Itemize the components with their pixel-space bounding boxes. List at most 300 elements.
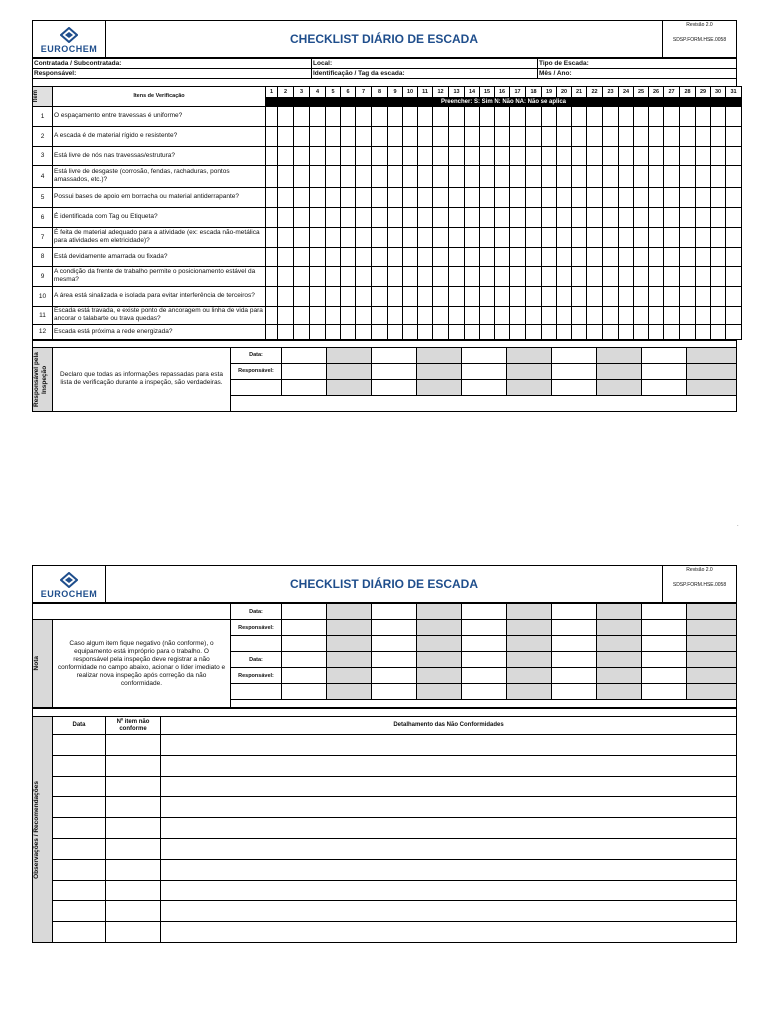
day-check-cell[interactable] bbox=[480, 207, 495, 227]
day-check-cell[interactable] bbox=[403, 286, 418, 306]
signature-cell[interactable] bbox=[507, 379, 552, 395]
day-check-cell[interactable] bbox=[433, 106, 449, 126]
day-check-cell[interactable] bbox=[510, 306, 526, 324]
day-check-cell[interactable] bbox=[403, 247, 418, 266]
signature-cell[interactable] bbox=[687, 604, 737, 620]
day-check-cell[interactable] bbox=[356, 106, 372, 126]
day-check-cell[interactable] bbox=[356, 207, 372, 227]
day-check-cell[interactable] bbox=[278, 126, 294, 146]
signature-cell[interactable] bbox=[327, 363, 372, 379]
day-check-cell[interactable] bbox=[356, 126, 372, 146]
day-check-cell[interactable] bbox=[433, 306, 449, 324]
signature-cell[interactable] bbox=[507, 684, 552, 700]
day-check-cell[interactable] bbox=[572, 207, 587, 227]
day-check-cell[interactable] bbox=[294, 227, 310, 247]
day-check-cell[interactable] bbox=[526, 207, 542, 227]
day-check-cell[interactable] bbox=[388, 126, 403, 146]
day-check-cell[interactable] bbox=[542, 324, 557, 339]
day-check-cell[interactable] bbox=[495, 324, 510, 339]
day-check-cell[interactable] bbox=[294, 187, 310, 207]
day-check-cell[interactable] bbox=[711, 306, 726, 324]
signature-cell[interactable] bbox=[687, 668, 737, 684]
day-check-cell[interactable] bbox=[711, 106, 726, 126]
day-check-cell[interactable] bbox=[388, 227, 403, 247]
signature-cell[interactable] bbox=[642, 347, 687, 363]
day-check-cell[interactable] bbox=[278, 286, 294, 306]
ladder-type-field[interactable]: Tipo de Escada: bbox=[538, 59, 737, 69]
obs-date-cell[interactable] bbox=[53, 797, 106, 818]
day-check-cell[interactable] bbox=[341, 207, 356, 227]
day-check-cell[interactable] bbox=[372, 286, 388, 306]
day-check-cell[interactable] bbox=[680, 266, 696, 286]
day-check-cell[interactable] bbox=[418, 286, 433, 306]
day-check-cell[interactable] bbox=[356, 227, 372, 247]
day-check-cell[interactable] bbox=[726, 306, 742, 324]
day-check-cell[interactable] bbox=[341, 266, 356, 286]
day-check-cell[interactable] bbox=[649, 187, 664, 207]
day-check-cell[interactable] bbox=[403, 146, 418, 165]
day-check-cell[interactable] bbox=[711, 286, 726, 306]
day-check-cell[interactable] bbox=[433, 207, 449, 227]
signature-cell[interactable] bbox=[372, 684, 417, 700]
signature-cell[interactable] bbox=[327, 684, 372, 700]
day-check-cell[interactable] bbox=[603, 266, 619, 286]
day-check-cell[interactable] bbox=[388, 247, 403, 266]
day-check-cell[interactable] bbox=[480, 165, 495, 187]
day-check-cell[interactable] bbox=[480, 146, 495, 165]
day-check-cell[interactable] bbox=[388, 266, 403, 286]
day-check-cell[interactable] bbox=[495, 126, 510, 146]
signature-cell[interactable] bbox=[372, 652, 417, 668]
day-check-cell[interactable] bbox=[418, 207, 433, 227]
day-check-cell[interactable] bbox=[649, 106, 664, 126]
signature-cell[interactable] bbox=[417, 379, 462, 395]
day-check-cell[interactable] bbox=[557, 286, 572, 306]
signature-cell[interactable] bbox=[282, 652, 327, 668]
obs-date-cell[interactable] bbox=[53, 755, 106, 776]
day-check-cell[interactable] bbox=[649, 286, 664, 306]
day-check-cell[interactable] bbox=[711, 187, 726, 207]
day-check-cell[interactable] bbox=[634, 207, 649, 227]
obs-item-cell[interactable] bbox=[106, 818, 161, 839]
obs-detail-cell[interactable] bbox=[161, 838, 737, 859]
day-check-cell[interactable] bbox=[619, 106, 634, 126]
signature-cell[interactable] bbox=[282, 363, 327, 379]
day-check-cell[interactable] bbox=[449, 266, 465, 286]
day-check-cell[interactable] bbox=[326, 207, 341, 227]
day-check-cell[interactable] bbox=[510, 187, 526, 207]
day-check-cell[interactable] bbox=[372, 106, 388, 126]
day-check-cell[interactable] bbox=[326, 324, 341, 339]
day-check-cell[interactable] bbox=[587, 247, 603, 266]
day-check-cell[interactable] bbox=[495, 266, 510, 286]
day-check-cell[interactable] bbox=[619, 126, 634, 146]
responsible-field[interactable]: Responsável: bbox=[33, 69, 312, 79]
contractor-field[interactable]: Contratada / Subcontratada: bbox=[33, 59, 312, 69]
signature-cell[interactable] bbox=[552, 379, 597, 395]
day-check-cell[interactable] bbox=[664, 207, 680, 227]
day-check-cell[interactable] bbox=[449, 207, 465, 227]
day-check-cell[interactable] bbox=[587, 306, 603, 324]
day-check-cell[interactable] bbox=[418, 247, 433, 266]
day-check-cell[interactable] bbox=[372, 187, 388, 207]
day-check-cell[interactable] bbox=[557, 126, 572, 146]
day-check-cell[interactable] bbox=[526, 126, 542, 146]
local-field[interactable]: Local: bbox=[312, 59, 538, 69]
day-check-cell[interactable] bbox=[372, 146, 388, 165]
day-check-cell[interactable] bbox=[696, 286, 711, 306]
signature-cell[interactable] bbox=[552, 620, 597, 636]
signature-cell[interactable] bbox=[282, 668, 327, 684]
day-check-cell[interactable] bbox=[572, 146, 587, 165]
signature-cell[interactable] bbox=[552, 347, 597, 363]
day-check-cell[interactable] bbox=[480, 247, 495, 266]
signature-cell[interactable] bbox=[597, 379, 642, 395]
day-check-cell[interactable] bbox=[542, 306, 557, 324]
day-check-cell[interactable] bbox=[711, 207, 726, 227]
day-check-cell[interactable] bbox=[557, 306, 572, 324]
day-check-cell[interactable] bbox=[680, 324, 696, 339]
obs-detail-cell[interactable] bbox=[161, 922, 737, 943]
day-check-cell[interactable] bbox=[572, 247, 587, 266]
day-check-cell[interactable] bbox=[465, 247, 480, 266]
day-check-cell[interactable] bbox=[587, 286, 603, 306]
day-check-cell[interactable] bbox=[449, 165, 465, 187]
day-check-cell[interactable] bbox=[266, 286, 278, 306]
day-check-cell[interactable] bbox=[294, 324, 310, 339]
day-check-cell[interactable] bbox=[510, 286, 526, 306]
signature-cell[interactable] bbox=[597, 347, 642, 363]
day-check-cell[interactable] bbox=[696, 247, 711, 266]
day-check-cell[interactable] bbox=[587, 146, 603, 165]
day-check-cell[interactable] bbox=[310, 106, 326, 126]
day-check-cell[interactable] bbox=[649, 126, 664, 146]
day-check-cell[interactable] bbox=[310, 324, 326, 339]
day-check-cell[interactable] bbox=[326, 227, 341, 247]
day-check-cell[interactable] bbox=[603, 207, 619, 227]
signature-cell[interactable] bbox=[687, 379, 737, 395]
day-check-cell[interactable] bbox=[526, 165, 542, 187]
day-check-cell[interactable] bbox=[356, 266, 372, 286]
day-check-cell[interactable] bbox=[634, 227, 649, 247]
day-check-cell[interactable] bbox=[711, 247, 726, 266]
day-check-cell[interactable] bbox=[510, 165, 526, 187]
day-check-cell[interactable] bbox=[526, 306, 542, 324]
day-check-cell[interactable] bbox=[634, 247, 649, 266]
day-check-cell[interactable] bbox=[433, 165, 449, 187]
day-check-cell[interactable] bbox=[403, 227, 418, 247]
day-check-cell[interactable] bbox=[649, 306, 664, 324]
day-check-cell[interactable] bbox=[449, 227, 465, 247]
day-check-cell[interactable] bbox=[294, 165, 310, 187]
day-check-cell[interactable] bbox=[557, 227, 572, 247]
day-check-cell[interactable] bbox=[664, 106, 680, 126]
signature-cell[interactable] bbox=[687, 620, 737, 636]
day-check-cell[interactable] bbox=[310, 286, 326, 306]
signature-cell[interactable] bbox=[687, 363, 737, 379]
day-check-cell[interactable] bbox=[266, 266, 278, 286]
signature-cell[interactable] bbox=[552, 604, 597, 620]
day-check-cell[interactable] bbox=[433, 266, 449, 286]
day-check-cell[interactable] bbox=[696, 126, 711, 146]
day-check-cell[interactable] bbox=[664, 266, 680, 286]
day-check-cell[interactable] bbox=[634, 187, 649, 207]
day-check-cell[interactable] bbox=[542, 146, 557, 165]
day-check-cell[interactable] bbox=[680, 227, 696, 247]
day-check-cell[interactable] bbox=[465, 227, 480, 247]
obs-detail-cell[interactable] bbox=[161, 818, 737, 839]
day-check-cell[interactable] bbox=[372, 165, 388, 187]
day-check-cell[interactable] bbox=[294, 146, 310, 165]
day-check-cell[interactable] bbox=[510, 227, 526, 247]
day-check-cell[interactable] bbox=[634, 106, 649, 126]
day-check-cell[interactable] bbox=[557, 207, 572, 227]
obs-detail-cell[interactable] bbox=[161, 901, 737, 922]
day-check-cell[interactable] bbox=[680, 146, 696, 165]
signature-cell[interactable] bbox=[597, 620, 642, 636]
day-check-cell[interactable] bbox=[510, 146, 526, 165]
day-check-cell[interactable] bbox=[278, 227, 294, 247]
day-check-cell[interactable] bbox=[726, 286, 742, 306]
day-check-cell[interactable] bbox=[266, 324, 278, 339]
day-check-cell[interactable] bbox=[526, 227, 542, 247]
day-check-cell[interactable] bbox=[418, 187, 433, 207]
day-check-cell[interactable] bbox=[310, 165, 326, 187]
day-check-cell[interactable] bbox=[726, 146, 742, 165]
day-check-cell[interactable] bbox=[465, 146, 480, 165]
day-check-cell[interactable] bbox=[495, 165, 510, 187]
month-year-field[interactable]: Mês / Ano: bbox=[538, 69, 737, 79]
signature-cell[interactable] bbox=[372, 668, 417, 684]
day-check-cell[interactable] bbox=[388, 146, 403, 165]
day-check-cell[interactable] bbox=[266, 227, 278, 247]
day-check-cell[interactable] bbox=[278, 165, 294, 187]
signature-cell[interactable] bbox=[597, 636, 642, 652]
day-check-cell[interactable] bbox=[266, 146, 278, 165]
day-check-cell[interactable] bbox=[649, 165, 664, 187]
day-check-cell[interactable] bbox=[372, 247, 388, 266]
day-check-cell[interactable] bbox=[603, 146, 619, 165]
signature-cell[interactable] bbox=[462, 620, 507, 636]
day-check-cell[interactable] bbox=[634, 286, 649, 306]
day-check-cell[interactable] bbox=[465, 207, 480, 227]
day-check-cell[interactable] bbox=[418, 106, 433, 126]
day-check-cell[interactable] bbox=[587, 207, 603, 227]
day-check-cell[interactable] bbox=[449, 187, 465, 207]
day-check-cell[interactable] bbox=[341, 247, 356, 266]
day-check-cell[interactable] bbox=[587, 165, 603, 187]
day-check-cell[interactable] bbox=[480, 106, 495, 126]
day-check-cell[interactable] bbox=[266, 126, 278, 146]
day-check-cell[interactable] bbox=[294, 126, 310, 146]
obs-item-cell[interactable] bbox=[106, 922, 161, 943]
day-check-cell[interactable] bbox=[480, 227, 495, 247]
day-check-cell[interactable] bbox=[726, 266, 742, 286]
obs-item-cell[interactable] bbox=[106, 838, 161, 859]
day-check-cell[interactable] bbox=[278, 247, 294, 266]
signature-cell[interactable] bbox=[372, 363, 417, 379]
day-check-cell[interactable] bbox=[510, 247, 526, 266]
signature-cell[interactable] bbox=[597, 684, 642, 700]
day-check-cell[interactable] bbox=[465, 106, 480, 126]
signature-cell[interactable] bbox=[417, 347, 462, 363]
day-check-cell[interactable] bbox=[266, 165, 278, 187]
day-check-cell[interactable] bbox=[326, 126, 341, 146]
signature-cell[interactable] bbox=[327, 636, 372, 652]
day-check-cell[interactable] bbox=[664, 126, 680, 146]
day-check-cell[interactable] bbox=[465, 165, 480, 187]
day-check-cell[interactable] bbox=[572, 286, 587, 306]
day-check-cell[interactable] bbox=[495, 187, 510, 207]
day-check-cell[interactable] bbox=[341, 146, 356, 165]
signature-cell[interactable] bbox=[417, 684, 462, 700]
day-check-cell[interactable] bbox=[294, 306, 310, 324]
signature-cell[interactable] bbox=[462, 652, 507, 668]
day-check-cell[interactable] bbox=[356, 165, 372, 187]
obs-item-cell[interactable] bbox=[106, 797, 161, 818]
day-check-cell[interactable] bbox=[634, 146, 649, 165]
day-check-cell[interactable] bbox=[388, 106, 403, 126]
signature-cell[interactable] bbox=[462, 347, 507, 363]
day-check-cell[interactable] bbox=[696, 165, 711, 187]
day-check-cell[interactable] bbox=[526, 247, 542, 266]
day-check-cell[interactable] bbox=[526, 286, 542, 306]
day-check-cell[interactable] bbox=[326, 306, 341, 324]
signature-cell[interactable] bbox=[687, 347, 737, 363]
day-check-cell[interactable] bbox=[372, 207, 388, 227]
day-check-cell[interactable] bbox=[664, 286, 680, 306]
day-check-cell[interactable] bbox=[326, 286, 341, 306]
day-check-cell[interactable] bbox=[603, 165, 619, 187]
day-check-cell[interactable] bbox=[356, 247, 372, 266]
day-check-cell[interactable] bbox=[711, 266, 726, 286]
signature-cell[interactable] bbox=[327, 347, 372, 363]
day-check-cell[interactable] bbox=[680, 286, 696, 306]
day-check-cell[interactable] bbox=[634, 165, 649, 187]
day-check-cell[interactable] bbox=[326, 165, 341, 187]
day-check-cell[interactable] bbox=[572, 266, 587, 286]
tag-field[interactable]: Identificação / Tag da escada: bbox=[312, 69, 538, 79]
obs-date-cell[interactable] bbox=[53, 859, 106, 880]
signature-cell[interactable] bbox=[687, 652, 737, 668]
day-check-cell[interactable] bbox=[603, 106, 619, 126]
day-check-cell[interactable] bbox=[403, 324, 418, 339]
day-check-cell[interactable] bbox=[356, 286, 372, 306]
day-check-cell[interactable] bbox=[341, 286, 356, 306]
signature-cell[interactable] bbox=[282, 636, 327, 652]
day-check-cell[interactable] bbox=[418, 165, 433, 187]
day-check-cell[interactable] bbox=[403, 266, 418, 286]
signature-cell[interactable] bbox=[597, 363, 642, 379]
day-check-cell[interactable] bbox=[372, 306, 388, 324]
day-check-cell[interactable] bbox=[603, 286, 619, 306]
signature-cell[interactable] bbox=[642, 684, 687, 700]
signature-cell[interactable] bbox=[462, 684, 507, 700]
day-check-cell[interactable] bbox=[388, 187, 403, 207]
day-check-cell[interactable] bbox=[603, 126, 619, 146]
signature-cell[interactable] bbox=[327, 668, 372, 684]
day-check-cell[interactable] bbox=[542, 126, 557, 146]
day-check-cell[interactable] bbox=[603, 324, 619, 339]
day-check-cell[interactable] bbox=[433, 247, 449, 266]
day-check-cell[interactable] bbox=[433, 187, 449, 207]
day-check-cell[interactable] bbox=[294, 247, 310, 266]
day-check-cell[interactable] bbox=[310, 207, 326, 227]
obs-date-cell[interactable] bbox=[53, 880, 106, 901]
day-check-cell[interactable] bbox=[510, 126, 526, 146]
obs-item-cell[interactable] bbox=[106, 735, 161, 756]
day-check-cell[interactable] bbox=[726, 247, 742, 266]
day-check-cell[interactable] bbox=[664, 306, 680, 324]
day-check-cell[interactable] bbox=[696, 146, 711, 165]
signature-cell[interactable] bbox=[507, 604, 552, 620]
day-check-cell[interactable] bbox=[278, 324, 294, 339]
day-check-cell[interactable] bbox=[310, 266, 326, 286]
signature-cell[interactable] bbox=[372, 379, 417, 395]
signature-cell[interactable] bbox=[552, 684, 597, 700]
day-check-cell[interactable] bbox=[696, 227, 711, 247]
day-check-cell[interactable] bbox=[587, 126, 603, 146]
day-check-cell[interactable] bbox=[495, 247, 510, 266]
day-check-cell[interactable] bbox=[310, 227, 326, 247]
day-check-cell[interactable] bbox=[696, 207, 711, 227]
day-check-cell[interactable] bbox=[619, 227, 634, 247]
signature-cell[interactable] bbox=[642, 379, 687, 395]
day-check-cell[interactable] bbox=[557, 165, 572, 187]
day-check-cell[interactable] bbox=[542, 106, 557, 126]
day-check-cell[interactable] bbox=[711, 227, 726, 247]
day-check-cell[interactable] bbox=[449, 306, 465, 324]
obs-detail-cell[interactable] bbox=[161, 755, 737, 776]
day-check-cell[interactable] bbox=[278, 207, 294, 227]
day-check-cell[interactable] bbox=[341, 187, 356, 207]
signature-cell[interactable] bbox=[417, 620, 462, 636]
day-check-cell[interactable] bbox=[572, 227, 587, 247]
signature-cell[interactable] bbox=[282, 684, 327, 700]
signature-cell[interactable] bbox=[462, 668, 507, 684]
day-check-cell[interactable] bbox=[664, 247, 680, 266]
day-check-cell[interactable] bbox=[310, 247, 326, 266]
day-check-cell[interactable] bbox=[557, 146, 572, 165]
day-check-cell[interactable] bbox=[372, 227, 388, 247]
day-check-cell[interactable] bbox=[495, 306, 510, 324]
obs-item-cell[interactable] bbox=[106, 901, 161, 922]
day-check-cell[interactable] bbox=[266, 187, 278, 207]
obs-item-cell[interactable] bbox=[106, 755, 161, 776]
signature-cell[interactable] bbox=[462, 636, 507, 652]
signature-cell[interactable] bbox=[642, 620, 687, 636]
day-check-cell[interactable] bbox=[619, 207, 634, 227]
signature-cell[interactable] bbox=[417, 604, 462, 620]
day-check-cell[interactable] bbox=[649, 324, 664, 339]
day-check-cell[interactable] bbox=[587, 106, 603, 126]
obs-date-cell[interactable] bbox=[53, 901, 106, 922]
day-check-cell[interactable] bbox=[619, 266, 634, 286]
obs-date-cell[interactable] bbox=[53, 735, 106, 756]
day-check-cell[interactable] bbox=[711, 126, 726, 146]
day-check-cell[interactable] bbox=[649, 146, 664, 165]
obs-item-cell[interactable] bbox=[106, 859, 161, 880]
day-check-cell[interactable] bbox=[449, 126, 465, 146]
signature-cell[interactable] bbox=[282, 620, 327, 636]
day-check-cell[interactable] bbox=[587, 324, 603, 339]
day-check-cell[interactable] bbox=[388, 207, 403, 227]
day-check-cell[interactable] bbox=[433, 227, 449, 247]
obs-detail-cell[interactable] bbox=[161, 880, 737, 901]
day-check-cell[interactable] bbox=[526, 146, 542, 165]
signature-cell[interactable] bbox=[642, 636, 687, 652]
obs-date-cell[interactable] bbox=[53, 838, 106, 859]
